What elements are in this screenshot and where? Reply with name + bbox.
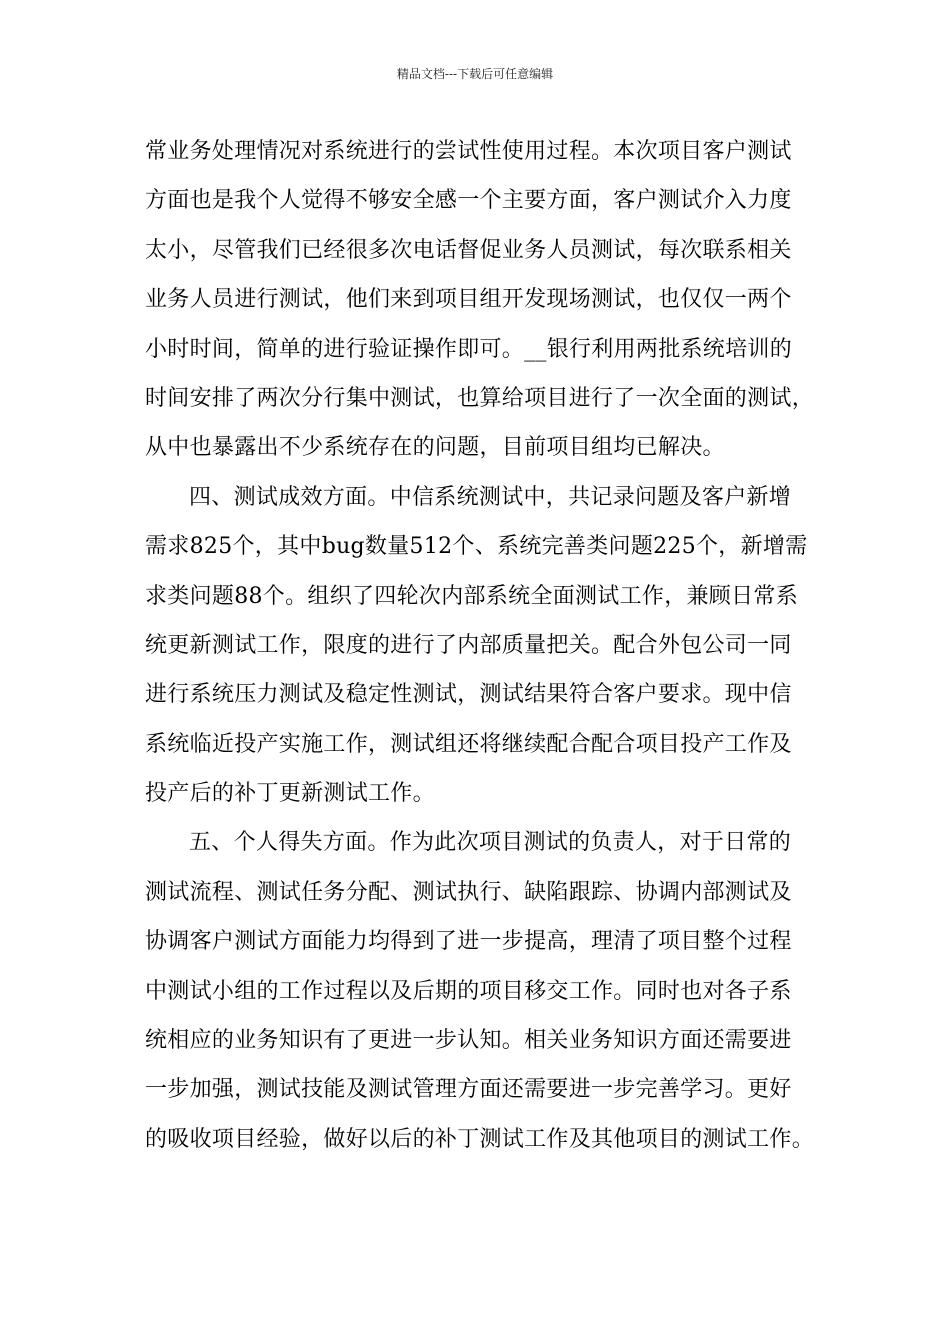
text-line: 太小，尽管我们已经很多次电话督促业务人员测试，每次联系相关: [145, 237, 792, 263]
text-line: 进行系统压力测试及稳定性测试，测试结果符合客户要求。现中信: [145, 682, 792, 708]
text-line: 统相应的业务知识有了更进一步认知。相关业务知识方面还需要进: [145, 1028, 792, 1054]
document-body: [145, 127, 820, 1164]
text-line: 五、个人得失方面。作为此次项目测试的负责人，对于日常的: [189, 830, 792, 856]
text-line: 小时时间，简单的进行验证操作即可。__银行利用两批系统培训的: [145, 336, 793, 362]
paragraph-testing-results: [145, 473, 820, 819]
text-line: 方面也是我个人觉得不够安全感一个主要方面，客户测试介入力度: [145, 188, 792, 214]
paragraph-testing-process: [145, 127, 820, 473]
text-line: 常业务处理情况对系统进行的尝试性使用过程。本次项目客户测试: [145, 139, 792, 164]
text-line: 需求825个，其中bug数量512个、系统完善类问题225个，新增需: [145, 534, 808, 560]
text-line: 四、测试成效方面。中信系统测试中，共记录问题及客户新增: [189, 484, 792, 510]
text-line: 从中也暴露出不少系统存在的问题，目前项目组均已解决。: [145, 435, 725, 461]
text-line: 业务人员进行测试，他们来到项目组开发现场测试，也仅仅一两个: [145, 287, 792, 313]
page-header: 精品文档---下载后可任意编辑: [396, 67, 554, 81]
text-line: 中测试小组的工作过程以及后期的项目移交工作。同时也对各子系: [145, 978, 792, 1004]
text-line: 的吸收项目经验，做好以后的补丁测试工作及其他项目的测试工作。: [145, 1126, 815, 1152]
paragraph-personal-review: [145, 818, 820, 1164]
text-line: 求类问题88个。组织了四轮次内部系统全面测试工作，兼顾日常系: [145, 583, 798, 609]
text-line: 时间安排了两次分行集中测试，也算给项目进行了一次全面的测试，: [145, 385, 815, 411]
text-line: 系统临近投产实施工作，测试组还将继续配合配合项目投产工作及: [145, 731, 792, 757]
text-line: 协调客户测试方面能力均得到了进一步提高，理清了项目整个过程: [145, 929, 792, 955]
text-line: 一步加强，测试技能及测试管理方面还需要进一步完善学习。更好: [145, 1077, 792, 1103]
text-line: 统更新测试工作，限度的进行了内部质量把关。配合外包公司一同: [145, 632, 792, 658]
text-line: 投产后的补丁更新测试工作。: [145, 781, 435, 807]
text-line: 测试流程、测试任务分配、测试执行、缺陷跟踪、协调内部测试及: [145, 879, 792, 905]
